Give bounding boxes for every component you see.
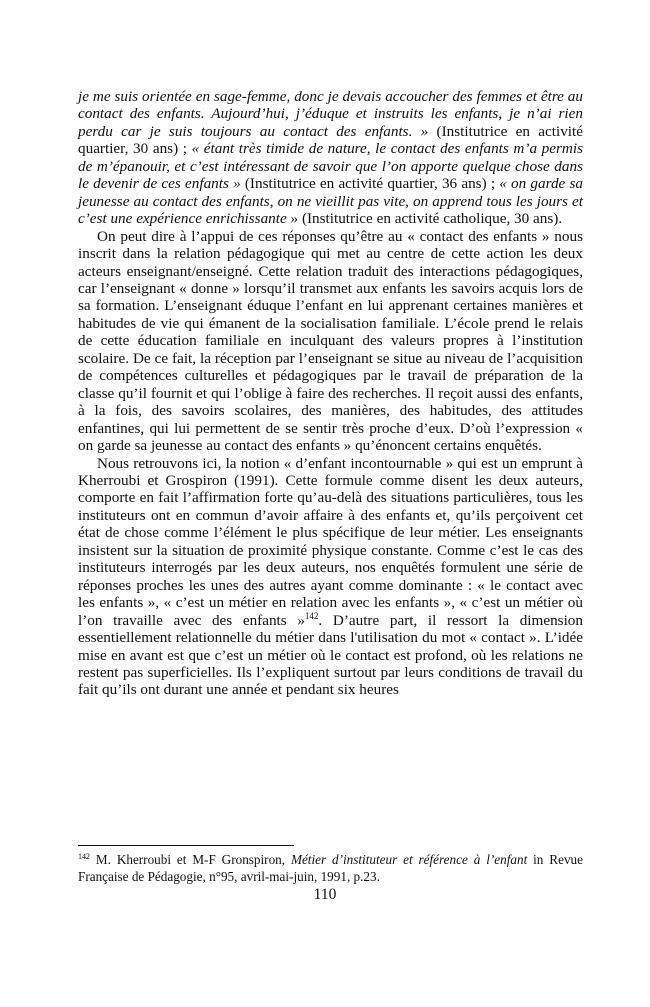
paragraph-text: Nous retrouvons ici, la notion « d’enfant incontournable » qui est un emprunt à Kherroubi et Grospiron (1991). Cette formule comme disent les deux auteurs, comporte en fait l’affirmation forte qu’au-delà des situations particulières, tous les instituteurs ont en commun d’avoir affaire à des enfants et, qu’ils perçoivent cet état de chose comme l’élément le plus spécifique de leur métier. Les enseignants insistent sur la situation de proximité physique constante. Comme c’est le cas des instituteurs interrogés par les deux auteurs, nos enquêtés formulent une série de réponses proches les unes des autres ayant comme dominante : « le contact avec les enfants », « c’est un métier en relation avec les enfants », « c’est un métier où l’on travaille avec des enfants »	[78, 454, 583, 629]
quote-1: je me suis orientée en sage-femme, donc je devais accoucher des femmes et être au contact des enfants. Aujourd’hui, j’éduque et instruits les enfants, je n’ai rien perdu car je suis toujours au contact des enfants. »	[78, 88, 583, 140]
paragraph-enfant-incontournable	[78, 455, 583, 699]
footnote-number: 142	[78, 852, 90, 861]
quote-3: « on garde sa jeunesse au contact des enfants, on ne vieillit pas vite, on apprend tous les jours et c’est une expérience enrichissante	[78, 175, 583, 228]
footnote-title: Métier d’instituteur et référence à l’enfant	[290, 852, 528, 867]
footnote-ref[interactable]: 142	[304, 610, 319, 621]
body-text	[78, 88, 583, 699]
footnote-divider	[78, 845, 294, 846]
attribution-3: » (Institutrice en activité catholique, 30 ans).	[286, 210, 563, 228]
page-number: 110	[313, 886, 337, 903]
attribution-1: (Institutrice en activité quartier, 30 ans) ;	[78, 122, 583, 158]
footnote	[78, 852, 583, 885]
paragraph-text-continued: . D’autre part, il ressort la dimension essentiellement relationnelle du métier dans l'utilisation du mot « contact ». L’idée mise en avant est que c’est un métier où le contact est profond, où les relations ne restent pas superficielles. Ils l’expliquent surtout par leurs conditions de travail du fait qu’ils ont durant une année et pendant six heures	[78, 611, 583, 699]
paragraph-text: On peut dire à l’appui de ces réponses qu’être au « contact des enfants » nous inscrit dans la relation pédagogique qui met au centre de cette action les deux acteurs enseignant/enseigné. Cette relation traduit des interactions pédagogiques, car l’enseignant « donne » lorsqu’il transmet aux enfants les savoirs acquis lors de sa formation. L’enseignant éduque l’enfant en lui apprenant certaines manières et habitudes de vie qui émanent de la socialisation familiale. L’école prend le relais de cette éducation familiale en inculquant des valeurs propres à l’institution scolaire. De ce fait, la réception par l’enseignant se situe au niveau de l’acquisition de compétences culturelles et pédagogiques par le travail de préparation de la classe qu’il fournit et qui l’oblige à faire des recherches. Il reçoit aussi des enfants, à la fois, des savoirs scolaires, des manières, des habitudes, des attitudes enfantines, qui lui permettent de se sentir très proche d’eux. D’où l’expression « on garde sa jeunesse au contact des enfants » qu’énoncent certains enquêtés.	[78, 227, 583, 455]
attribution-2: (Institutrice en activité quartier, 36 ans) ;	[240, 175, 500, 193]
paragraph-quotes	[78, 88, 583, 228]
quote-2: « étant très timide de nature, le contact des enfants m’a permis de m’épanouir, et c’est intéressant de savoir que l’on apporte quelque chose dans le devenir de ces enfants »	[78, 140, 583, 193]
paragraph-contact	[78, 228, 583, 455]
footnote-source: in Revue Française de Pédagogie, n°95, avril-mai-juin, 1991, p.23.	[78, 852, 583, 884]
footnote-authors: M. Kherroubi et M-F Gronspiron,	[90, 852, 291, 867]
